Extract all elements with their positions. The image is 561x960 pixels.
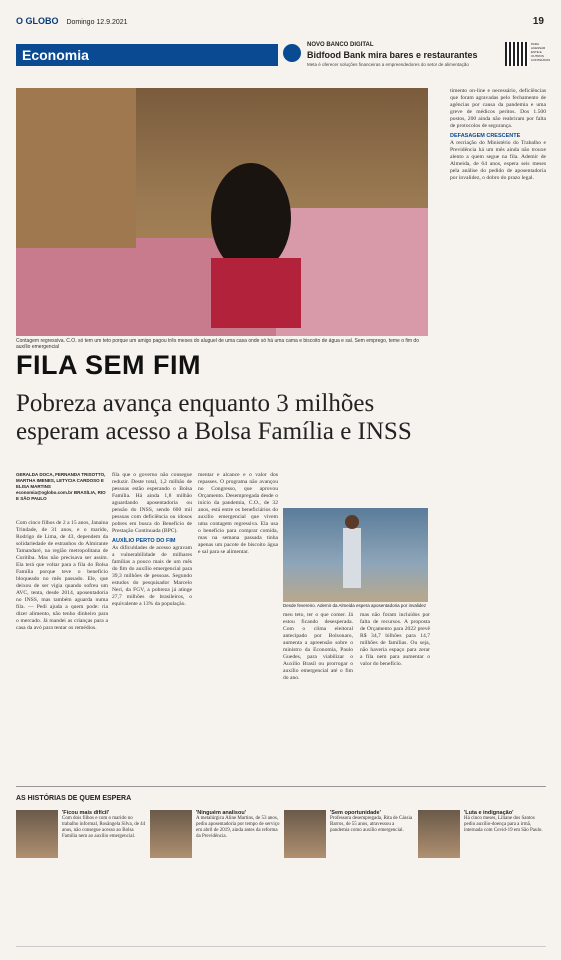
col5-text: mas não foram incluídos por falta de recursos. A proposta de Orçamento para 2022 prevê R$ 34,7 bilhões para 14,7 milhões de famílias. Ou seja, não haveria espaço para zerar a fila nem para aumentar o valor do benefício. bbox=[360, 612, 430, 667]
story-photo bbox=[150, 810, 192, 858]
col4-text: meu teto, ter o que comer. Já estou ficando desesperada. Com o clima eleitoral antecipado por Bolsonaro, aumenta a apreensão sobre o ministro da Economia, Paulo Guedes, para viabilizar o Auxílio Brasil ou prorrogar o auxílio emergencial até o fim do ano. bbox=[283, 612, 353, 681]
story-title: 'Ficou mais difícil' bbox=[62, 810, 110, 816]
right-column bbox=[450, 88, 546, 182]
secondary-photo bbox=[283, 508, 428, 602]
article-column-2 bbox=[112, 472, 192, 608]
col2-subhead: AUXÍLIO PERTO DO FIM bbox=[112, 538, 176, 544]
col1-text: Com cinco filhos de 2 a 15 anos, Janaina Trindade, de 31 anos, e o marido, Rodrigo de Lima, de 43, dependem da solidariedade de estranhos do Almirante Tamandaré, na região metropolitana de Curitiba. Mas não precisava ser assim. Ela terá que voltar para a fila do Bolsa Família porque teve o benefício bloqueado no mês passado. Ele, que deixou de ser vigia quando sofreu um AVC, tenta, desde 2014, aposentadoria no INSS, mas também aguarda numa fila. — Pedi ajuda a quem pode: ria dizer alimento, não tenho dinheiro para o mercado. Já mandei as crianças para a casa da avó para tentar os remédios. bbox=[16, 520, 108, 631]
ad-banner[interactable] bbox=[283, 42, 551, 70]
article-column-3 bbox=[198, 472, 278, 556]
story-photo bbox=[418, 810, 460, 858]
story-text: Há cinco meses, Liliane dos Santos pediu auxílio-doença para a irmã, internada com Covid-19 em São Paulo. bbox=[464, 816, 543, 833]
story-photo bbox=[284, 810, 326, 858]
qr-label: PARA ACESSAR ESTE E OUTROS CONTEÚDOS bbox=[531, 42, 551, 62]
story-title: 'Sem oportunidade' bbox=[330, 810, 381, 816]
newspaper-logo: O GLOBO bbox=[16, 16, 59, 26]
ad-line2: Bidfood Bank mira bares e restaurantes bbox=[307, 50, 478, 60]
stories-title: AS HISTÓRIAS DE QUEM ESPERA bbox=[16, 795, 132, 802]
story-title: 'Ninguém analisou' bbox=[196, 810, 246, 816]
rcol-subhead: DEFASAGEM CRESCENTE bbox=[450, 133, 521, 139]
story-title: 'Luta e indignação' bbox=[464, 810, 514, 816]
story-card bbox=[418, 810, 546, 858]
byline: GERALDA DOCA, FERNANDA TRISOTTO, MARTHA IMENES, LETYCIA CARDOSO E ELISA MARTINS economia@oglobo.com.br BRASÍLIA, RIO E SÃO PAULO bbox=[16, 472, 106, 501]
secondary-photo-caption: Desde fevereiro. Ademir da Almeida espera aposentadoria por invalidez bbox=[283, 603, 427, 608]
page-number: 19 bbox=[532, 16, 544, 27]
footer-rule bbox=[16, 946, 546, 947]
section-title: Economia bbox=[16, 44, 278, 66]
qr-code-icon[interactable] bbox=[505, 42, 529, 66]
article-column-5 bbox=[360, 612, 430, 668]
headline: Pobreza avança enquanto 3 milhões esperam acesso a Bolsa Família e INSS bbox=[16, 390, 412, 445]
story-text: Com dois filhos e com o marido no trabalho informal, Rosângela Silva, de 44 anos, não consegue acesso ao Bolsa Família nem ao auxílio emergencial. bbox=[62, 816, 146, 839]
bank-logo-icon bbox=[283, 44, 301, 62]
col2b-text: As dificuldades de acesso agravam a vulnerabilidade de milhares famílias a pouco mais de um mês do fim do auxílio emergencial para 39,3 milhões de pessoas. Segundo estudos do pesquisador Marcelo Neri, da FGV, a pobreza já atinge 27,7 milhões de brasileiros, o equivalente a 13% da população. bbox=[112, 545, 192, 607]
ad-line1: NOVO BANCO DIGITAL bbox=[307, 42, 374, 48]
man-standing-photo bbox=[283, 508, 428, 602]
story-card bbox=[284, 810, 414, 858]
story-card bbox=[16, 810, 146, 858]
rcol-text: timento on-line e necessário, deficiências que foram agravadas pelo fechamento de agências por causa da pandemia e uma greve de médicos peritos. Dos 1.500 postos, 200 ainda não reabriram por falta de protocolos de segurança. bbox=[450, 88, 546, 129]
story-photo bbox=[16, 810, 58, 858]
article-column-4 bbox=[283, 612, 353, 682]
issue-date: Domingo 12.9.2021 bbox=[66, 19, 128, 26]
story-text: Professora desempregada, Rita de Cássia Barros, de 55 anos, atravessou a pandemia como auxílio emergencial. bbox=[330, 816, 413, 833]
ad-line3: Meta é oferecer soluções financeiras a empreendedores do setor de alimentação bbox=[307, 62, 469, 67]
rcol2-text: A recriação do Ministério do Trabalho e Previdência há um mês ainda não trouxe alento a quem segue na fila. Ademir de Almeida, de 64 anos, espera seis meses pela análise do pedido de aposentadoria por invalidez, o dobro do prazo legal. bbox=[450, 140, 546, 181]
section-divider bbox=[16, 786, 546, 787]
page-header bbox=[16, 16, 544, 30]
col3-text: mentar e alcance e o valor dos repasses. O programa não avançou no Congresso, que aprovou Orçamento. Desempregada desde o início da pandemia, C.O., de 32 anos, está entre os beneficiários do auxílio emergencial que vivem uma contagem regressiva. Ela usa o benefício para comprar comida, mas na semana passada tinha apenas um pacote de biscoito água e sal para se alimentar. bbox=[198, 472, 278, 555]
woman-on-bed-photo bbox=[16, 88, 428, 336]
kicker: FILA SEM FIM bbox=[16, 350, 201, 380]
col2-text: fila que o governo não consegue reduzir. Deste total, 1,2 milhão de pessoas estão esperando o Bolsa Família. Há ainda 1,8 milhão aguardando aposentadoria ou pensão do INSS, sendo 600 mil pessoas com deficiência ou idosos pobres em busca do Benefício de Prestação Continuada (BPC). bbox=[112, 472, 192, 534]
story-text: A metalúrgica Aline Martins, de 53 anos, pediu aposentadoria por tempo de serviço em abril de 2019, ainda antes da reforma da Previdência. bbox=[196, 816, 280, 839]
story-card bbox=[150, 810, 280, 858]
photo-caption: Contagem regressiva. C.O. só tem um teto porque um amigo pagou três meses do aluguel de uma casa onde só há uma cama e biscoito de água e sal. Sem emprego, teme o fim do auxílio emergencial bbox=[16, 338, 419, 350]
article-column-1 bbox=[16, 520, 108, 632]
main-photo bbox=[16, 88, 428, 336]
